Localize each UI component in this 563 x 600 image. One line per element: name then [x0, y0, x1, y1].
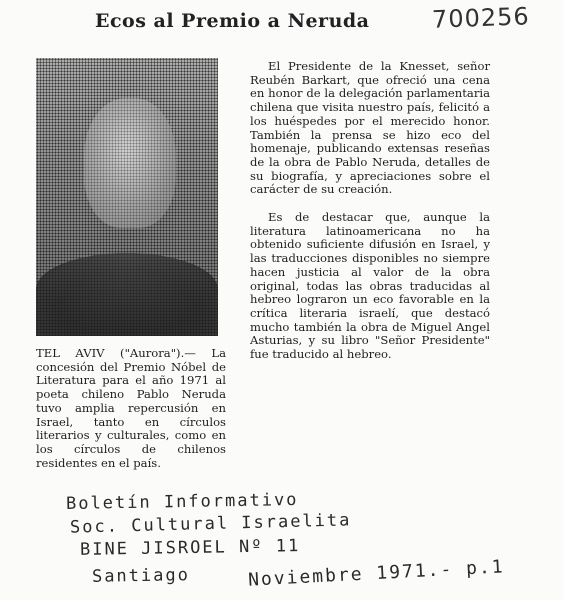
article-headline: Ecos al Premio a Neruda — [95, 10, 370, 32]
article-paragraph: Es de destacar que, aunque la literatura latinoamericana no ha obtenido suficiente difusión en Israel, y las traducciones disponibles no siempre hacen justicia al valor de la obra original, todas las obras traducidas al hebreo lograron un eco favorable en la crítica literaria israelí, que destacó mucho también la obra de Miguel Angel Asturias, y su libro "Señor Presidente" fue traducido al hebreo. — [250, 210, 490, 362]
article-right-column — [250, 60, 490, 362]
handwritten-source-city: Santiago — [91, 565, 191, 587]
article-left-column — [36, 347, 226, 470]
portrait-photo — [36, 58, 218, 336]
handwritten-source-line: BINE JISROEL Nº 11 — [79, 536, 301, 560]
handwritten-source-line: Soc. Cultural Israelita — [69, 510, 352, 538]
catalog-number: 700256 — [431, 2, 531, 34]
article-paragraph: TEL AVIV ("Aurora").— La concesión del Premio Nóbel de Literatura para el año 1971 al poeta chileno Pablo Neruda tuvo amplia repercusión en Israel, tanto en círculos literarios y culturales, como en los círculos de chilenos residentes en el país. — [36, 346, 226, 470]
handwritten-source-line: Boletín Informativo — [65, 489, 299, 515]
halftone-screen — [36, 58, 218, 336]
handwritten-source-date: Noviembre 1971.- p.1 — [247, 556, 506, 591]
article-paragraph: El Presidente de la Knesset, señor Reubén Barkart, que ofreció una cena en honor de la delegación parlamentaria chilena que visita nuestro país, felicitó a los huéspedes por el merecido honor. También la prensa se hizo eco del homenaje, publicando extensas reseñas de la obra de Pablo Neruda, detalles de su biografía, y apreciaciones sobre el carácter de su creación. — [250, 59, 490, 197]
